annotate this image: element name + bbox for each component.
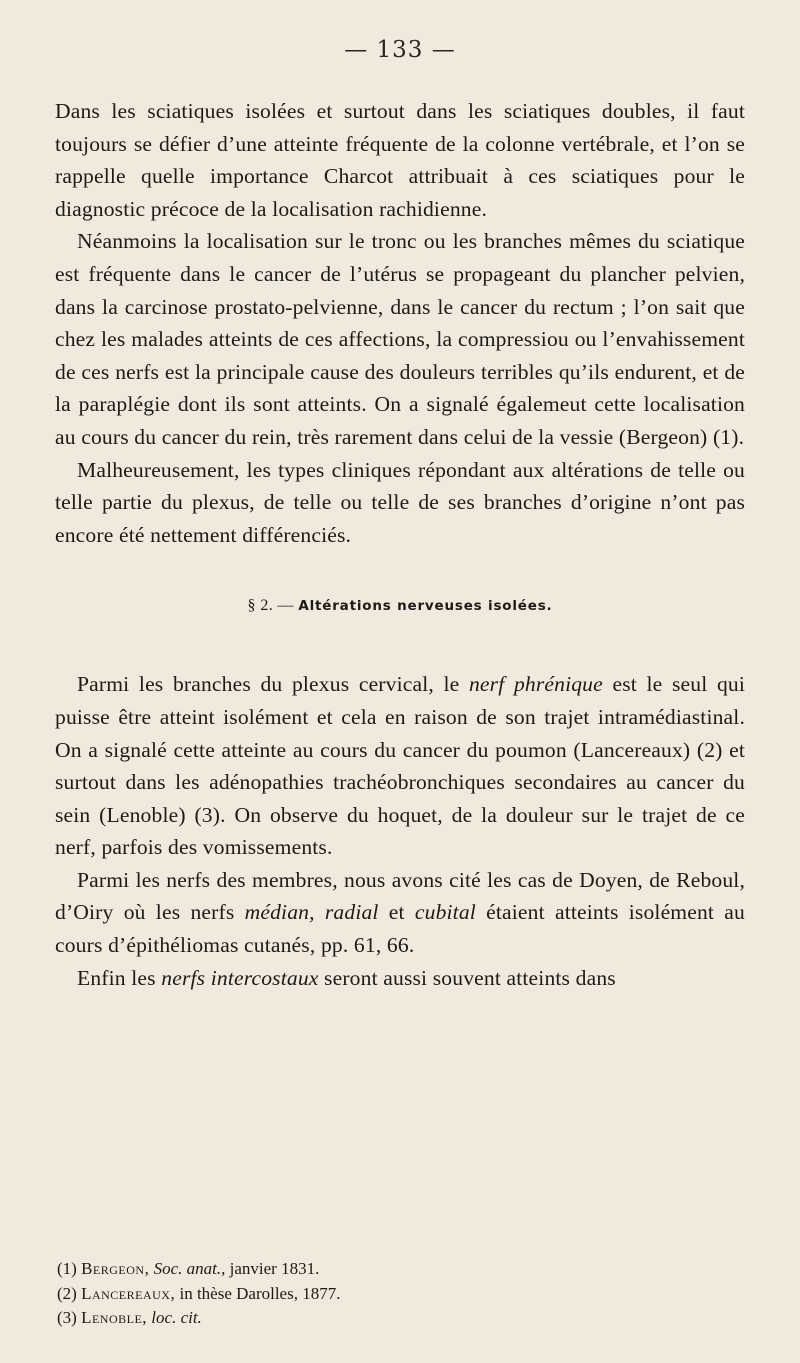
- paragraph-6-part-a: Enfin les: [77, 965, 162, 990]
- footnote-1-number: (1): [57, 1259, 77, 1278]
- paragraph-5-emphasis-1: médian, radial: [244, 900, 379, 925]
- footnote-1-author: Bergeon,: [81, 1259, 150, 1278]
- footnote-2-number: (2): [57, 1283, 77, 1303]
- section-number: § 2. —: [247, 597, 294, 615]
- footnote-3-reference: loc. cit.: [151, 1308, 202, 1327]
- paragraph-4: [55, 668, 745, 864]
- page-number-header: — 133 —: [344, 37, 456, 63]
- paragraph-2: Néanmoins la localisation sur le tronc ou les branches mêmes du sciatique est fréquente dans le cancer de l’utérus se propageant du plancher pelvien, dans la carcinose prostato-pelvienne, dans le cancer du rectum ; l’on sait que chez les malades atteints de ces affections, la compressiou ou l’envahissement de ces nerfs est la principale cause des douleurs terribles qu’ils endurent, et de la paraplégie dont ils sont atteints. On a signalé égalemeut cette localisation au cours du cancer du rein, très rarement dans celui de la vessie (Bergeon) (1).: [55, 229, 745, 449]
- paragraph-5-emphasis-2: cubital: [414, 900, 476, 925]
- section-heading: [55, 596, 745, 616]
- paragraph-6: [55, 962, 745, 995]
- paragraph-5: [55, 864, 745, 962]
- footnotes: [57, 1257, 747, 1331]
- paragraph-4-emphasis: nerf phrénique: [468, 672, 603, 697]
- paragraph-4-part-a: Parmi les branches du plexus cervical, le: [77, 672, 469, 697]
- footnote-2: [57, 1282, 747, 1307]
- footnote-2-author: Lancereaux,: [81, 1283, 176, 1303]
- paragraph-6-part-b: seront aussi souvent atteints dans: [318, 965, 616, 990]
- footnote-1-reference: Soc. anat.: [153, 1259, 222, 1278]
- paragraph-6-emphasis: nerfs intercostaux: [161, 965, 319, 990]
- paragraph-5-part-c: étaient atteints isolément au cours d’épithéliomas cutanés, pp. 61, 66.: [55, 900, 745, 958]
- paragraph-4-part-b: est le seul qui puisse être atteint isolément et cela en raison de son trajet intramédiastinal. On a signalé cette atteinte au cours du cancer du poumon (Lancereaux) (2) et surtout dans les adénopathies trachéobronchiques secondaires au cancer du sein (Lenoble) (3). On observe du hoquet, de la douleur sur le trajet de ce nerf, parfois des vomissements.: [55, 672, 745, 860]
- footnote-2-rest: in thèse Darolles, 1877.: [175, 1283, 341, 1303]
- paragraph-5-part-b: et: [378, 900, 415, 925]
- footnote-1: [57, 1257, 747, 1282]
- footnote-3: [57, 1306, 747, 1331]
- body-text: [55, 95, 745, 994]
- footnote-3-number: (3): [57, 1308, 77, 1327]
- footnote-3-author: Lenoble,: [81, 1308, 148, 1327]
- paragraph-3: Malheureusement, les types cliniques répondant aux altérations de telle ou telle partie du plexus, de telle ou telle de ses branches d’origine n’ont pas encore été nettement différenciés.: [55, 457, 745, 547]
- paragraph-1: Dans les sciatiques isolées et surtout dans les sciatiques doubles, il faut toujours se défier d’une atteinte fréquente de la colonne vertébrale, et l’on se rappelle quelle importance Charcot attribuait à ces sciatiques pour le diagnostic précoce de la localisation rachidienne.: [55, 99, 745, 221]
- section-title: Altérations nerveuses isolées.: [298, 598, 553, 615]
- paragraph-5-part-a: Parmi les nerfs des membres, nous avons cité les cas de Doyen, de Reboul, d’Oiry où les nerfs: [55, 867, 745, 925]
- footnote-1-rest: , janvier 1831.: [221, 1259, 320, 1278]
